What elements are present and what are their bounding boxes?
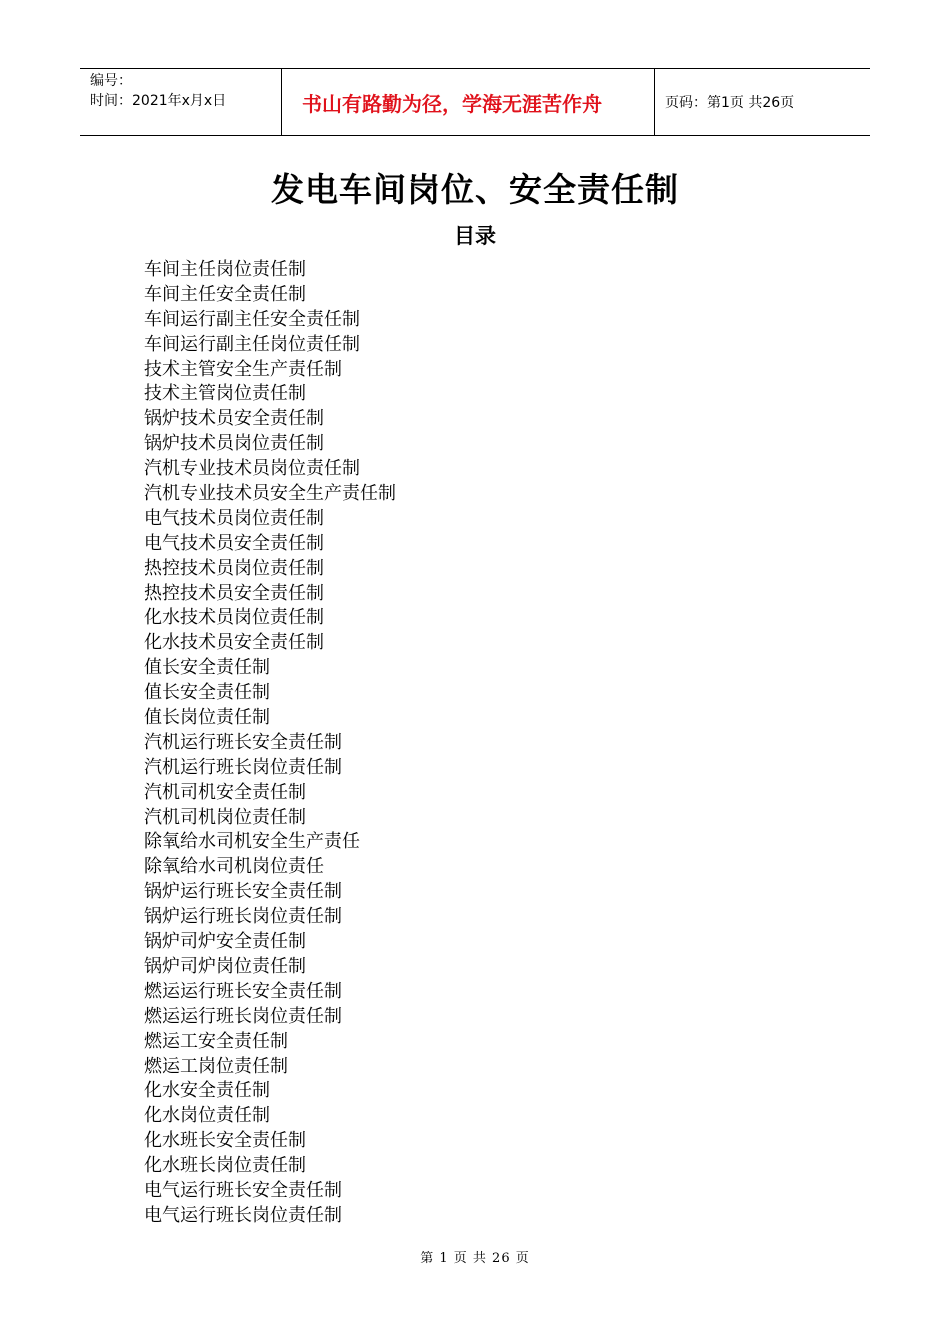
- toc-item[interactable]: 化水技术员安全责任制: [144, 632, 324, 654]
- toc-item[interactable]: 燃运工安全责任制: [144, 1030, 288, 1052]
- toc-item[interactable]: 车间主任岗位责任制: [144, 259, 306, 280]
- toc-item[interactable]: 锅炉技术员岗位责任制: [144, 433, 324, 455]
- toc-item[interactable]: 燃运运行班长安全责任制: [144, 980, 342, 1002]
- toc-item[interactable]: 化水安全责任制: [144, 1080, 270, 1102]
- document-title: 发电车间岗位、安全责任制: [271, 170, 679, 209]
- toc-item[interactable]: 锅炉运行班长安全责任制: [144, 881, 342, 903]
- toc-item[interactable]: 电气技术员安全责任制: [144, 532, 324, 554]
- motto-text: 书山有路勤为径，学海无涯苦作舟: [302, 91, 602, 116]
- toc-item[interactable]: 热控技术员安全责任制: [144, 582, 324, 604]
- toc-item[interactable]: 汽机运行班长岗位责任制: [144, 756, 342, 778]
- header-page-cell: [655, 69, 870, 135]
- toc-item[interactable]: 锅炉运行班长岗位责任制: [144, 906, 342, 928]
- toc-item[interactable]: 燃运运行班长岗位责任制: [144, 1005, 342, 1027]
- toc-item[interactable]: 技术主管岗位责任制: [144, 383, 306, 405]
- toc-item[interactable]: 汽机运行班长安全责任制: [144, 731, 342, 753]
- toc-item[interactable]: 车间运行副主任安全责任制: [144, 308, 360, 330]
- toc-item[interactable]: 锅炉司炉安全责任制: [144, 931, 306, 953]
- toc-item[interactable]: 除氧给水司机安全生产责任: [144, 831, 360, 853]
- toc-item[interactable]: 电气技术员岗位责任制: [144, 507, 324, 529]
- header-motto-cell: [282, 69, 655, 135]
- toc-item[interactable]: 值长安全责任制: [144, 682, 270, 704]
- toc-item[interactable]: 汽机司机岗位责任制: [144, 806, 306, 828]
- toc-item[interactable]: 燃运工岗位责任制: [144, 1055, 288, 1077]
- toc-item[interactable]: 技术主管安全生产责任制: [144, 358, 342, 380]
- toc-list: [144, 258, 396, 1229]
- toc-heading: 目录: [454, 224, 496, 248]
- toc-item[interactable]: 除氧给水司机岗位责任: [144, 856, 324, 878]
- document-header: [80, 68, 870, 136]
- time-label: 时间：2021年x月x日: [90, 93, 227, 109]
- toc-item[interactable]: 值长安全责任制: [144, 657, 270, 679]
- toc-item[interactable]: 化水岗位责任制: [144, 1105, 270, 1127]
- toc-item[interactable]: 化水班长岗位责任制: [144, 1155, 306, 1177]
- toc-item[interactable]: 电气运行班长安全责任制: [144, 1179, 342, 1201]
- toc-item[interactable]: 锅炉技术员安全责任制: [144, 408, 324, 430]
- toc-item[interactable]: 车间运行副主任岗位责任制: [144, 333, 360, 355]
- toc-item[interactable]: 化水技术员岗位责任制: [144, 607, 324, 629]
- toc-item[interactable]: 热控技术员岗位责任制: [144, 557, 324, 579]
- toc-item[interactable]: 车间主任安全责任制: [144, 283, 306, 305]
- toc-item[interactable]: 值长岗位责任制: [144, 707, 270, 729]
- toc-item[interactable]: 电气运行班长岗位责任制: [144, 1204, 342, 1226]
- header-meta-cell: [80, 69, 282, 135]
- toc-item[interactable]: 汽机专业技术员安全生产责任制: [144, 483, 396, 505]
- toc-item[interactable]: 汽机专业技术员岗位责任制: [144, 458, 360, 480]
- serial-number-label: 编号：: [90, 73, 132, 89]
- page-footer: 第 1 页 共 26 页: [420, 1251, 530, 1266]
- page-info: 页码：第1页 共26页: [665, 95, 795, 111]
- toc-item[interactable]: 汽机司机安全责任制: [144, 781, 306, 803]
- toc-item[interactable]: 锅炉司炉岗位责任制: [144, 955, 306, 977]
- toc-item[interactable]: 化水班长安全责任制: [144, 1130, 306, 1152]
